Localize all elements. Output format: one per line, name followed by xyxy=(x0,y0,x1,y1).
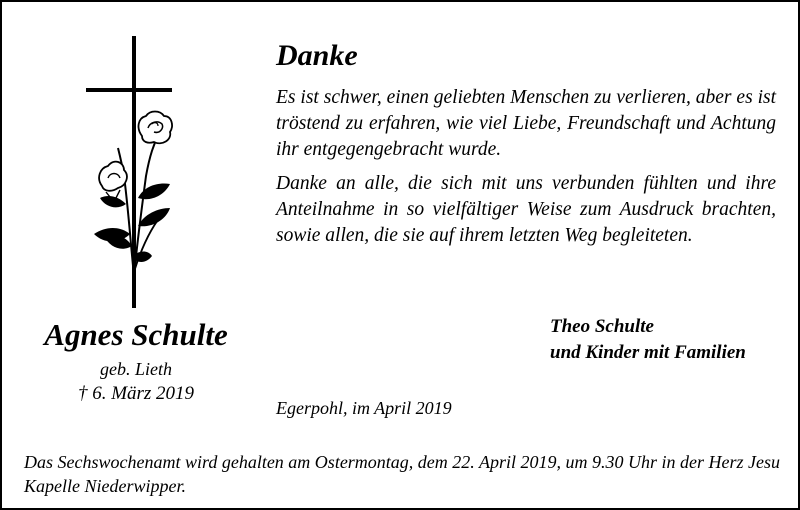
place-date: Egerpohl, im April 2019 xyxy=(276,398,452,418)
service-notice: Das Sechswochenamt wird gehalten am Ostermontag, dem 22. April 2019, um 9.30 Uhr in der Herz Jesu Kapelle Niederwipper. xyxy=(24,452,780,496)
cross-with-roses-icon xyxy=(80,36,200,311)
deceased-name: Agnes Schulte xyxy=(44,317,228,352)
signature-line-2: und Kinder mit Familien xyxy=(550,342,746,363)
signature-line-1: Theo Schulte xyxy=(550,316,654,337)
thanks-paragraph-2: Danke an alle, die sich mit uns verbunden fühlten und ihre Anteilnahme in so vielfältiger Weise zum Ausdruck brachten, sowie allen, die sie auf ihrem letzten Weg begleiteten. xyxy=(276,173,776,246)
thanks-paragraph-1: Es ist schwer, einen geliebten Menschen zu verlieren, aber es ist tröstend zu erfahren, wie viel Liebe, Freundschaft und Achtung ihr entgegengebracht wurde. xyxy=(276,87,776,160)
page-title: Danke xyxy=(276,39,358,72)
signature-block xyxy=(550,314,746,366)
death-date: † 6. März 2019 xyxy=(77,383,195,404)
birth-name: geb. Lieth xyxy=(100,359,172,379)
